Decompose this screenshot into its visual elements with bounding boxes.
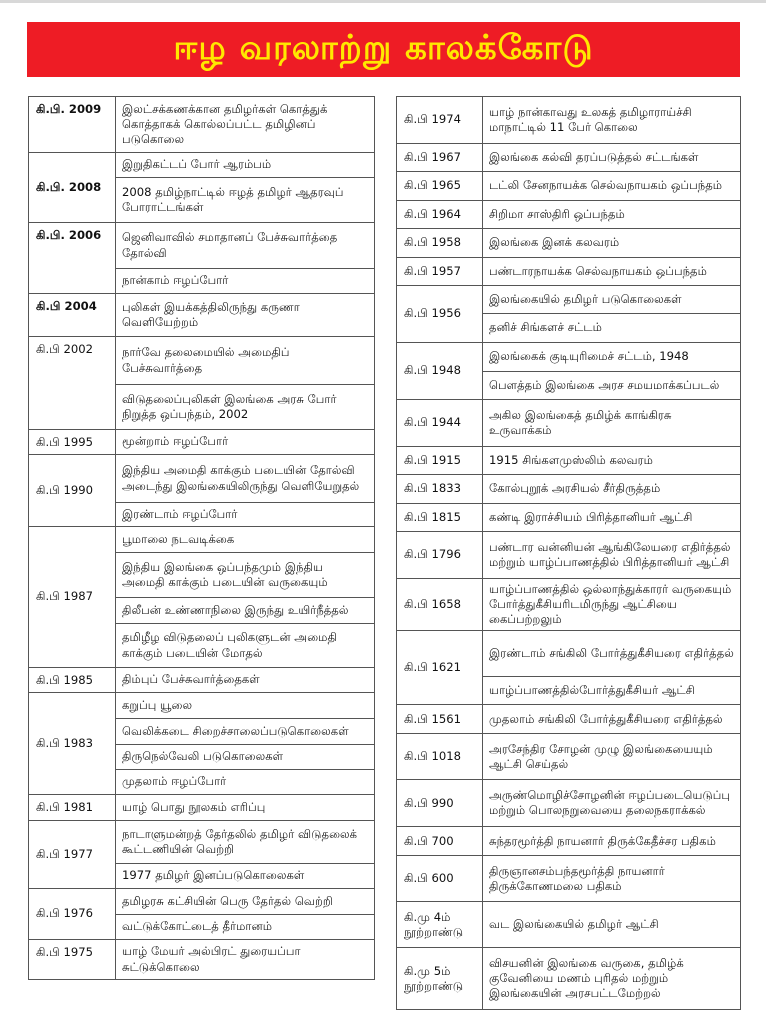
timeline-row (397, 286, 741, 314)
event-cell: புலிகள் இயக்கத்திலிருந்து கருணா வெளியேற்றம் (116, 294, 375, 337)
year-cell: கி.பி 1948 (397, 343, 483, 400)
year-cell: கி.பி 990 (397, 780, 483, 827)
event-cell: பண்டாரநாயக்க செல்வநாயகம் ஒப்பந்தம் (483, 258, 741, 286)
year-cell: கி.பி. 2006 (29, 223, 116, 294)
year-cell: கி.பி 1658 (397, 579, 483, 631)
event-cell: இலங்கைக் குடியுரிமைச் சட்டம், 1948 (483, 343, 741, 372)
timeline-row (29, 940, 375, 980)
year-cell: கி.பி 1976 (29, 889, 116, 940)
event-cell: திம்புப் பேச்சுவார்த்தைகள் (116, 668, 375, 693)
timeline-row (29, 889, 375, 915)
timeline-row (29, 430, 375, 455)
timeline-row (397, 579, 741, 631)
year-cell: கி.பி 1967 (397, 144, 483, 172)
year-cell: கி.பி 700 (397, 827, 483, 856)
year-cell: கி.பி 1815 (397, 504, 483, 532)
event-cell: இலட்சக்கணக்கான தமிழர்கள் கொத்துக் கொத்தாகக் கொல்லப்பட்ட தமிழினப் படுகொலை (116, 97, 375, 153)
event-cell: நார்வே தலைமையில் அமைதிப் பேச்சுவார்த்தை (116, 337, 375, 385)
event-cell: கண்டி இராச்சியம் பிரித்தானியர் ஆட்சி (483, 504, 741, 532)
timeline-row (397, 201, 741, 229)
event-cell: 1977 தமிழர் இனப்படுகொலைகள் (116, 864, 375, 889)
year-cell: கி.பி 1833 (397, 475, 483, 504)
year-cell: கி.பி 1975 (29, 940, 116, 980)
event-cell: பண்டார வன்னியன் ஆங்கிலேயரை எதிர்த்தல் மற்றும் யாழ்ப்பாணத்தில் பிரித்தானியர் ஆட்சி (483, 532, 741, 579)
event-cell: விசயனின் இலங்கை வருகை, தமிழ்க் குவேனியை மணம் புரிதல் மற்றும் இலங்கையின் அரசபட்டமேற்றல் (483, 948, 741, 1010)
year-cell: கி.பி 1995 (29, 430, 116, 455)
timeline-row (397, 705, 741, 734)
event-cell: இலங்கை இனக் கலவரம் (483, 229, 741, 258)
year-cell: கி.பி 2004 (29, 294, 116, 337)
timeline-row (29, 294, 375, 337)
event-cell: நான்காம் ஈழப்போர் (116, 269, 375, 294)
event-cell: மூன்றாம் ஈழப்போர் (116, 430, 375, 455)
timeline-row (397, 902, 741, 948)
event-cell: இறுதிகட்டப் போர் ஆரம்பம் (116, 153, 375, 178)
event-cell: வெலிக்கடை சிறைச்சாலைப்படுகொலைகள் (116, 719, 375, 745)
year-cell: கி.பி 1990 (29, 455, 116, 527)
event-cell: இலங்கையில் தமிழர் படுகொலைகள் (483, 286, 741, 314)
event-cell: யாழ்ப்பாணத்தில்போர்த்துகீசியர் ஆட்சி (483, 677, 741, 705)
timeline-row (397, 343, 741, 372)
event-cell: ஜெனிவாவில் சமாதானப் பேச்சுவார்த்தை தோல்வி (116, 223, 375, 269)
event-cell: டட்லி சேனநாயக்க செல்வநாயகம் ஒப்பந்தம் (483, 172, 741, 201)
timeline-row (29, 821, 375, 864)
year-cell: கி.பி. 2008 (29, 153, 116, 223)
event-cell: கோல்புறூக் அரசியல் சீர்திருத்தம் (483, 475, 741, 504)
title-banner (27, 22, 740, 77)
event-cell: யாழ் பொது நூலகம் எரிப்பு (116, 795, 375, 821)
timeline-row (397, 504, 741, 532)
timeline-row (29, 693, 375, 719)
event-cell: முதலாம் ஈழப்போர் (116, 770, 375, 795)
year-cell: கி.பி 1964 (397, 201, 483, 229)
year-cell: கி.பி 1981 (29, 795, 116, 821)
event-cell: தனிச் சிங்களச் சட்டம் (483, 314, 741, 343)
timeline-row (29, 527, 375, 553)
event-cell: தமிழீழ விடுதலைப் புலிகளுடன் அமைதி காக்கும் படையின் மோதல் (116, 624, 375, 668)
event-cell: அகில இலங்கைத் தமிழ்க் காங்கிரசு உருவாக்கம் (483, 400, 741, 447)
event-cell: தமிழரசு கட்சியின் பெரு தேர்தல் வெற்றி (116, 889, 375, 915)
year-cell: கி.பி 1956 (397, 286, 483, 343)
timeline-row (397, 400, 741, 447)
event-cell: வட்டுக்கோட்டைத் தீர்மானம் (116, 915, 375, 940)
timeline-row (397, 258, 741, 286)
top-divider (0, 0, 766, 3)
event-cell: அரசேந்திர சோழன் முழு இலங்கையையும் ஆட்சி செய்தல் (483, 734, 741, 780)
event-cell: இரண்டாம் சங்கிலி போர்த்துகீசியரை எதிர்த்தல் (483, 631, 741, 677)
event-cell: வட இலங்கையில் தமிழர் ஆட்சி (483, 902, 741, 948)
timeline-row (397, 631, 741, 677)
timeline-table-right (396, 96, 741, 1010)
event-cell: 2008 தமிழ்நாட்டில் ஈழத் தமிழர் ஆதரவுப் போராட்டங்கள் (116, 178, 375, 223)
event-cell: விடுதலைப்புலிகள் இலங்கை அரசு போர் நிறுத்த ஒப்பந்தம், 2002 (116, 385, 375, 430)
event-cell: யாழ்ப்பாணத்தில் ஒல்லாந்துக்காரர் வருகையும் போர்த்துகீசியரிடமிருந்து ஆட்சியை கைப்பற்றலும் (483, 579, 741, 631)
event-cell: யாழ் நான்காவது உலகத் தமிழாராய்ச்சி மாநாட்டில் 11 பேர் கொலை (483, 97, 741, 144)
event-cell: கறுப்பு யூலை (116, 693, 375, 719)
event-cell: யாழ் மேயர் அல்பிரட் துரையப்பா சுட்டுக்கொலை (116, 940, 375, 980)
year-cell: கி.பி 1958 (397, 229, 483, 258)
year-cell: கி.பி 600 (397, 856, 483, 902)
timeline-row (397, 144, 741, 172)
year-cell: கி.பி 1561 (397, 705, 483, 734)
timeline-row (397, 532, 741, 579)
timeline-row (29, 668, 375, 693)
year-cell: கி.பி 1944 (397, 400, 483, 447)
timeline-row (397, 475, 741, 504)
year-cell: கி.பி 1987 (29, 527, 116, 668)
year-cell: கி.பி 1965 (397, 172, 483, 201)
timeline-row (397, 780, 741, 827)
timeline-table-left (28, 96, 375, 980)
year-cell: கி.மு 5ம் நூற்றாண்டு (397, 948, 483, 1010)
timeline-row (29, 153, 375, 178)
year-cell: கி.பி 1957 (397, 258, 483, 286)
event-cell: பூமாலை நடவடிக்கை (116, 527, 375, 553)
event-cell: 1915 சிங்களமுஸ்லிம் கலவரம் (483, 447, 741, 475)
timeline-row (397, 734, 741, 780)
year-cell: கி.பி. 2009 (29, 97, 116, 153)
timeline-row (29, 337, 375, 385)
timeline-row (29, 223, 375, 269)
timeline-row (397, 97, 741, 144)
page-title: ஈழ வரலாற்று காலக்கோடு (173, 27, 594, 68)
event-cell: இரண்டாம் ஈழப்போர் (116, 503, 375, 527)
timeline-row (397, 948, 741, 1010)
year-cell: கி.பி 1796 (397, 532, 483, 579)
year-cell: கி.பி 1974 (397, 97, 483, 144)
timeline-row (397, 229, 741, 258)
timeline-row (397, 447, 741, 475)
event-cell: திலீபன் உண்ணாநிலை இருந்து உயிர்நீத்தல் (116, 598, 375, 624)
event-cell: சுந்தரமூர்த்தி நாயனார் திருக்கேதீச்சர பதிகம் (483, 827, 741, 856)
event-cell: இந்திய இலங்கை ஒப்பந்தமும் இந்திய அமைதி காக்கும் படையின் வருகையும் (116, 553, 375, 598)
year-cell: கி.பி 1915 (397, 447, 483, 475)
year-cell: கி.பி 1985 (29, 668, 116, 693)
timeline-row (29, 97, 375, 153)
event-cell: சிறிமா சாஸ்திரி ஒப்பந்தம் (483, 201, 741, 229)
event-cell: இந்திய அமைதி காக்கும் படையின் தோல்வி அடைந்து இலங்கையிலிருந்து வெளியேறுதல் (116, 455, 375, 503)
year-cell: கி.பி 1977 (29, 821, 116, 889)
year-cell: கி.பி 1621 (397, 631, 483, 705)
event-cell: திருஞானசம்பந்தமூர்த்தி நாயனார் திருக்கோணமலை பதிகம் (483, 856, 741, 902)
timeline-row (29, 455, 375, 503)
timeline-row (397, 172, 741, 201)
event-cell: முதலாம் சங்கிலி போர்த்துகீசியரை எதிர்த்தல் (483, 705, 741, 734)
year-cell: கி.பி 1983 (29, 693, 116, 795)
timeline-row (397, 856, 741, 902)
event-cell: பௌத்தம் இலங்கை அரச சமயமாக்கப்படல் (483, 372, 741, 400)
year-cell: கி.பி 2002 (29, 337, 116, 430)
event-cell: திருநெல்வேலி படுகொலைகள் (116, 745, 375, 770)
year-cell: கி.மு 4ம் நூற்றாண்டு (397, 902, 483, 948)
event-cell: நாடாளுமன்றத் தேர்தலில் தமிழர் விடுதலைக் கூட்டணியின் வெற்றி (116, 821, 375, 864)
year-cell: கி.பி 1018 (397, 734, 483, 780)
event-cell: இலங்கை கல்வி தரப்படுத்தல் சட்டங்கள் (483, 144, 741, 172)
timeline-row (29, 795, 375, 821)
event-cell: அருண்மொழிச்சோழனின் ஈழப்படையெடுப்பு மற்றும் பொலநறுவையை தலைநகராக்கல் (483, 780, 741, 827)
timeline-row (397, 827, 741, 856)
